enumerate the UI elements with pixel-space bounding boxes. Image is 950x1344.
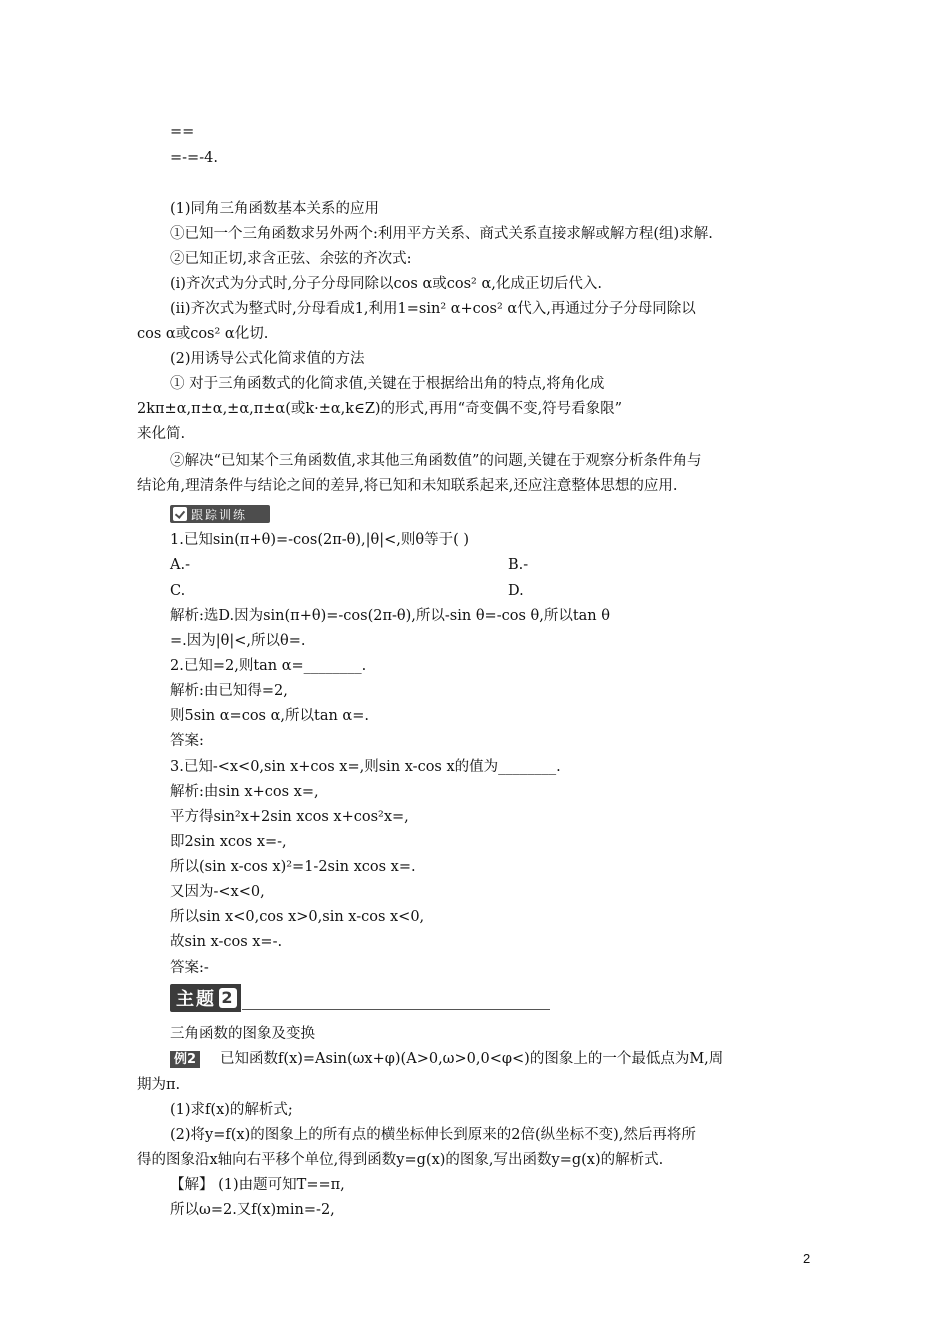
text-line: (1)求f(x)的解析式; (170, 1102, 293, 1118)
text-line: 所以(sin x-cos x)²=1-2sin xcos x=. (170, 859, 416, 875)
page-number: 2 (803, 1251, 811, 1266)
text-line: 【解】 (1)由题可知T==π, (170, 1177, 345, 1193)
example-text: 已知函数f(x)=Asin(ωx+φ)(A>0,ω>0,0<φ<)的图象上的一个最低点为M,周 (220, 1051, 724, 1067)
text-line: 所以ω=2.又f(x)min=-2, (170, 1202, 335, 1218)
text-line: =.因为|θ|<,所以θ=. (170, 633, 306, 649)
text-line: 解析:由已知得=2, (170, 683, 288, 699)
text-line: 得的图象沿x轴向右平移个单位,得到函数y=g(x)的图象,写出函数y=g(x)的解析式. (137, 1152, 664, 1168)
checkmark-icon (173, 507, 187, 521)
topic-label (170, 984, 241, 1012)
text-line: (2)用诱导公式化简求值的方法 (170, 351, 365, 367)
text-line: 结论角,理清条件与结论之间的差异,将已知和未知联系起来,还应注意整体思想的应用. (137, 478, 678, 494)
text-line: == (170, 124, 195, 140)
text-line: C. (170, 583, 186, 599)
text-line: ① 对于三角函数式的化简求值,关键在于根据给出角的特点,将角化成 (170, 376, 605, 392)
practice-badge (170, 505, 270, 523)
text-line: 2.已知=2,则tan α=________. (170, 658, 367, 674)
text-line: 故sin x-cos x=-. (170, 934, 283, 950)
text-line: 三角函数的图象及变换 (170, 1026, 315, 1042)
text-line: 答案:- (170, 960, 209, 976)
text-line: 所以sin x<0,cos x>0,sin x-cos x<0, (170, 909, 425, 925)
topic-underline (242, 1009, 550, 1010)
topic-number: 2 (219, 988, 237, 1008)
text-line: 3.已知-<x<0,sin x+cos x=,则sin x-cos x的值为________. (170, 759, 561, 775)
text-line: 答案: (170, 733, 204, 749)
text-line: (i)齐次式为分式时,分子分母同除以cos α或cos² α,化成正切后代入. (170, 276, 602, 292)
text-line: cos α或cos² α化切. (137, 326, 269, 342)
text-line: ②解决“已知某个三角函数值,求其他三角函数值”的问题,关键在于观察分析条件角与 (170, 453, 702, 469)
text-line: 平方得sin²x+2sin xcos x+cos²x=, (170, 809, 409, 825)
text-line: 解析:选D.因为sin(π+θ)=-cos(2π-θ),所以-sin θ=-cos θ,所以tan θ (170, 608, 610, 624)
text-line: (ii)齐次式为整式时,分母看成1,利用1=sin² α+cos² α代入,再通过分子分母同除以 (170, 301, 696, 317)
text-line: (2)将y=f(x)的图象上的所有点的横坐标伸长到原来的2倍(纵坐标不变),然后再将所 (170, 1127, 696, 1143)
text-line: 1.已知sin(π+θ)=-cos(2π-θ),|θ|<,则θ等于( ) (170, 532, 470, 548)
text-line: =-=-4. (170, 150, 218, 166)
example-line (170, 1049, 723, 1069)
topic-label-text: 主题 (176, 989, 216, 1010)
option-d: D. (508, 583, 524, 599)
practice-badge-label: 跟踪训练 (191, 507, 248, 522)
text-line: 则5sin α=cos α,所以tan α=. (170, 708, 369, 724)
text-line: 2kπ±α,π±α,±α,π±α(或k·±α,k∈Z)的形式,再用“奇变偶不变,符号看象限” (137, 401, 623, 417)
text-line: 期为π. (137, 1077, 181, 1093)
text-line: ①已知一个三角函数求另外两个:利用平方关系、商式关系直接求解或解方程(组)求解. (170, 226, 713, 242)
topic-header (170, 985, 241, 1011)
text-line: 解析:由sin x+cos x=, (170, 784, 319, 800)
text-line: 来化简. (137, 426, 186, 442)
text-line: 又因为-<x<0, (170, 884, 265, 900)
example-tag: 例2 (170, 1051, 200, 1068)
option-b: B.- (508, 557, 529, 573)
text-line: A.- (170, 557, 190, 573)
text-line: ②已知正切,求含正弦、余弦的齐次式: (170, 251, 412, 267)
text-line: (1)同角三角函数基本关系的应用 (170, 201, 380, 217)
text-line: 即2sin xcos x=-, (170, 834, 287, 850)
